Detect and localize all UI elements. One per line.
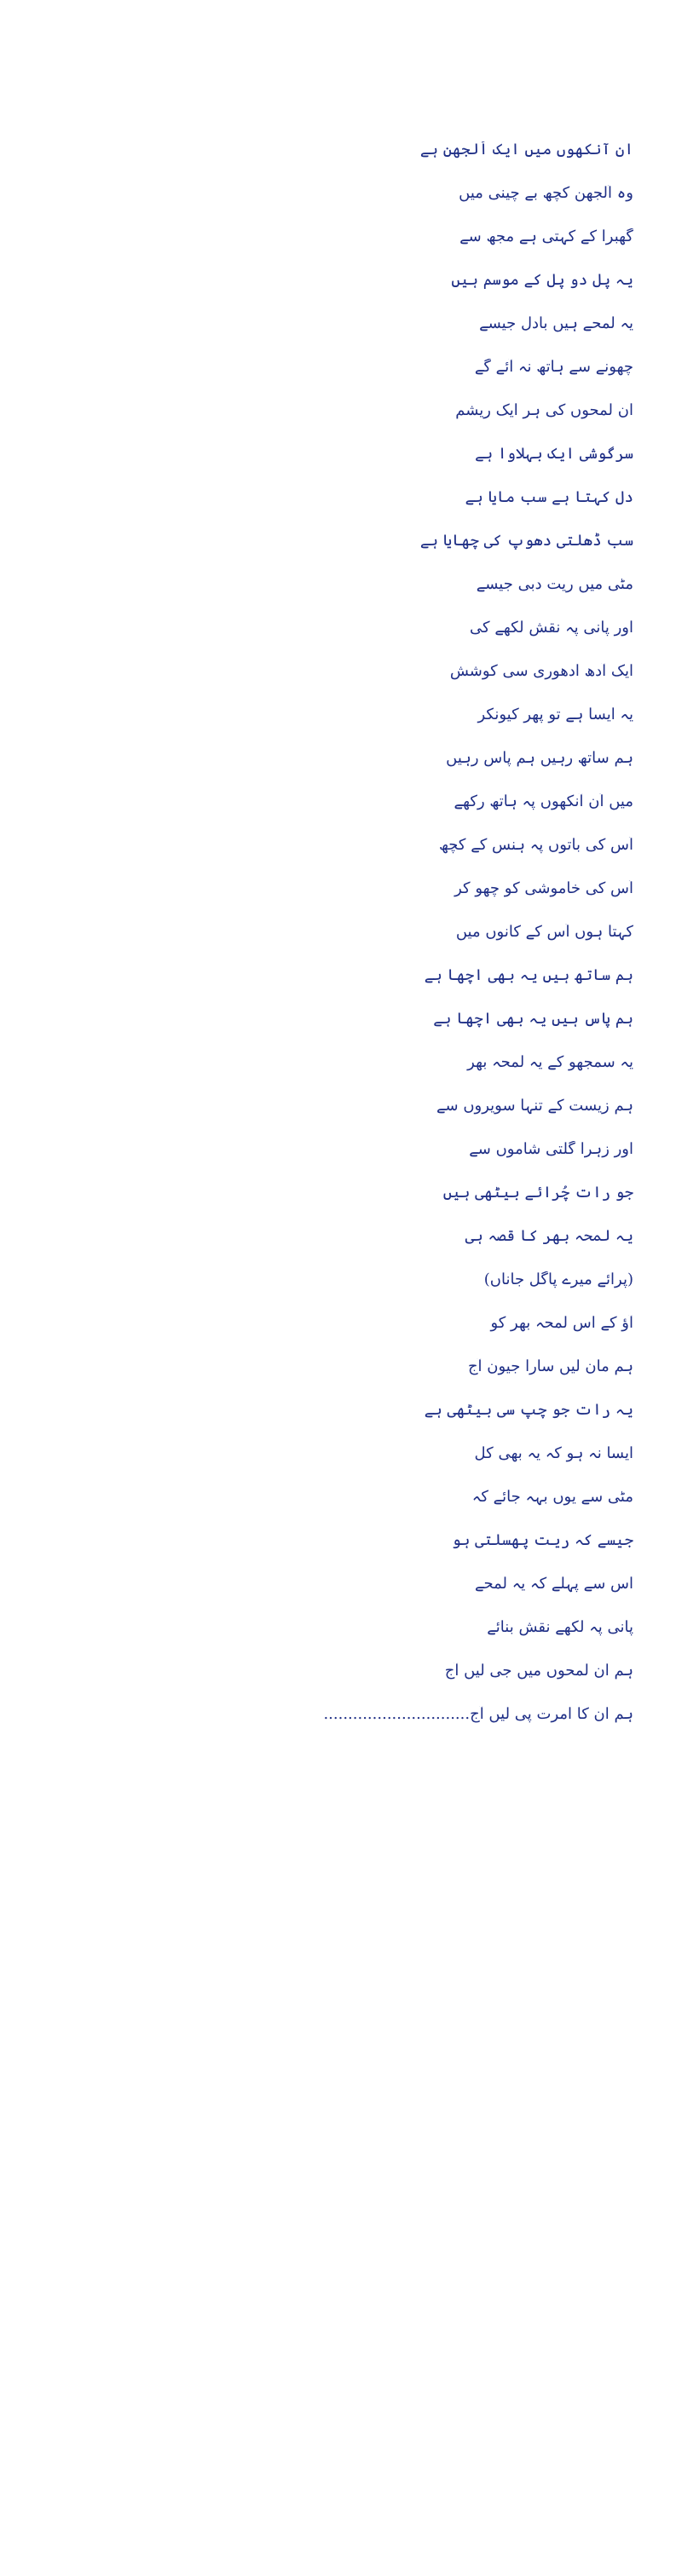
poem-line-27: (پرائے میرے پاگل جاناں) <box>483 1271 633 1288</box>
poem-line-13: ایک آدھ ادھوری سی کوشش <box>449 663 633 680</box>
poem-line-35: پانی پہ لکھے نقش بنائے <box>487 1619 633 1636</box>
poem-line-11: مٹی میں ریت دبی جیسے <box>476 576 633 593</box>
poem-line-32: مٹی سے یوں بہہ جائے کہ <box>471 1489 633 1506</box>
poem-line-15: ہم ساتھ رہیں ہم پاس رہیں <box>446 750 633 767</box>
poem-line-23: ہم زیست کے تنہا سویروں سے <box>436 1098 633 1115</box>
poem-line-29: ہم مان لیں سارا جیون آج <box>467 1358 633 1375</box>
poem-line-14: یہ ایسا ہے تو پھر کیونکر <box>477 706 633 723</box>
poem-line-5: یہ لمحے ہیں بادل جیسے <box>479 315 633 332</box>
poem-line-34: اس سے پہلے کہ یہ لمحے <box>474 1576 633 1593</box>
poem-line-30: یہ رات جو چپ سی بیٹھی ہے <box>424 1402 633 1419</box>
poem-line-20: ہم ساتھ ہیں یہ بھی اچھا ہے <box>424 967 633 984</box>
poem-line-2: وہ اُلجھن کچھ بے چینی میں <box>459 185 633 202</box>
poem-line-1: ان آنکھوں میں ایک اُلجھن ہے <box>419 141 633 158</box>
poem-line-36: ہم ان لمحوں میں جی لیں آج <box>444 1663 633 1680</box>
poem-line-22: یہ سمجھو کے یہ لمحہ بھر <box>467 1054 633 1071</box>
poem-line-28: آؤ کے اس لمحہ بھر کو <box>490 1315 633 1332</box>
poem-line-24: اور زہرا گلتی شاموں سے <box>469 1141 633 1158</box>
poem-line-18: اُس کی خاموشی کو چھو کر <box>454 880 633 897</box>
poem-line-16: میں اُن آنکھوں پہ ہاتھ رکھے <box>454 793 633 810</box>
poem-line-19: کہتا ہوں اُس کے کانوں میں <box>455 924 633 941</box>
poem-line-3: گھبرا کے کہتی ہے مجھ سے <box>459 228 633 245</box>
poem-line-12: اور پانی پہ نقش لکھے کی <box>470 620 633 637</box>
poem-line-17: اُس کی باتوں پہ ہنس کے کچھ <box>438 837 633 854</box>
poem-line-7: ان لمحوں کی ہر ایک ریشم <box>455 402 633 419</box>
poem-line-8: سرگوشی ایک بہلاوا ہے <box>475 446 633 463</box>
poem-line-33: جیسے کہ ریت پھسلتی ہو <box>452 1532 633 1549</box>
poem-line-26: یہ لمحہ بھر کا قصہ ہی <box>465 1228 633 1245</box>
poem-line-37: ہم ان کا امرت پی لیں آج.............................. <box>323 1706 633 1723</box>
poem-line-6: چھونے سے ہاتھ نہ آئے گے <box>474 359 633 376</box>
urdu-poem <box>241 141 633 1723</box>
poem-line-4: یہ پل دو پل کے موسم ہیں <box>451 272 633 289</box>
poem-line-10: سب ڈھلتی دھوپ کی چھایا ہے <box>419 533 633 550</box>
poem-line-25: جو رات چُرائے بیٹھی ہیں <box>442 1184 633 1202</box>
poem-line-31: ایسا نہ ہو کہ یہ بھی کل <box>474 1445 633 1462</box>
poem-line-9: دل کہتا ہے سب مایا ہے <box>465 489 633 506</box>
poem-line-21: ہم پاس ہیں یہ بھی اچھا ہے <box>433 1011 633 1028</box>
